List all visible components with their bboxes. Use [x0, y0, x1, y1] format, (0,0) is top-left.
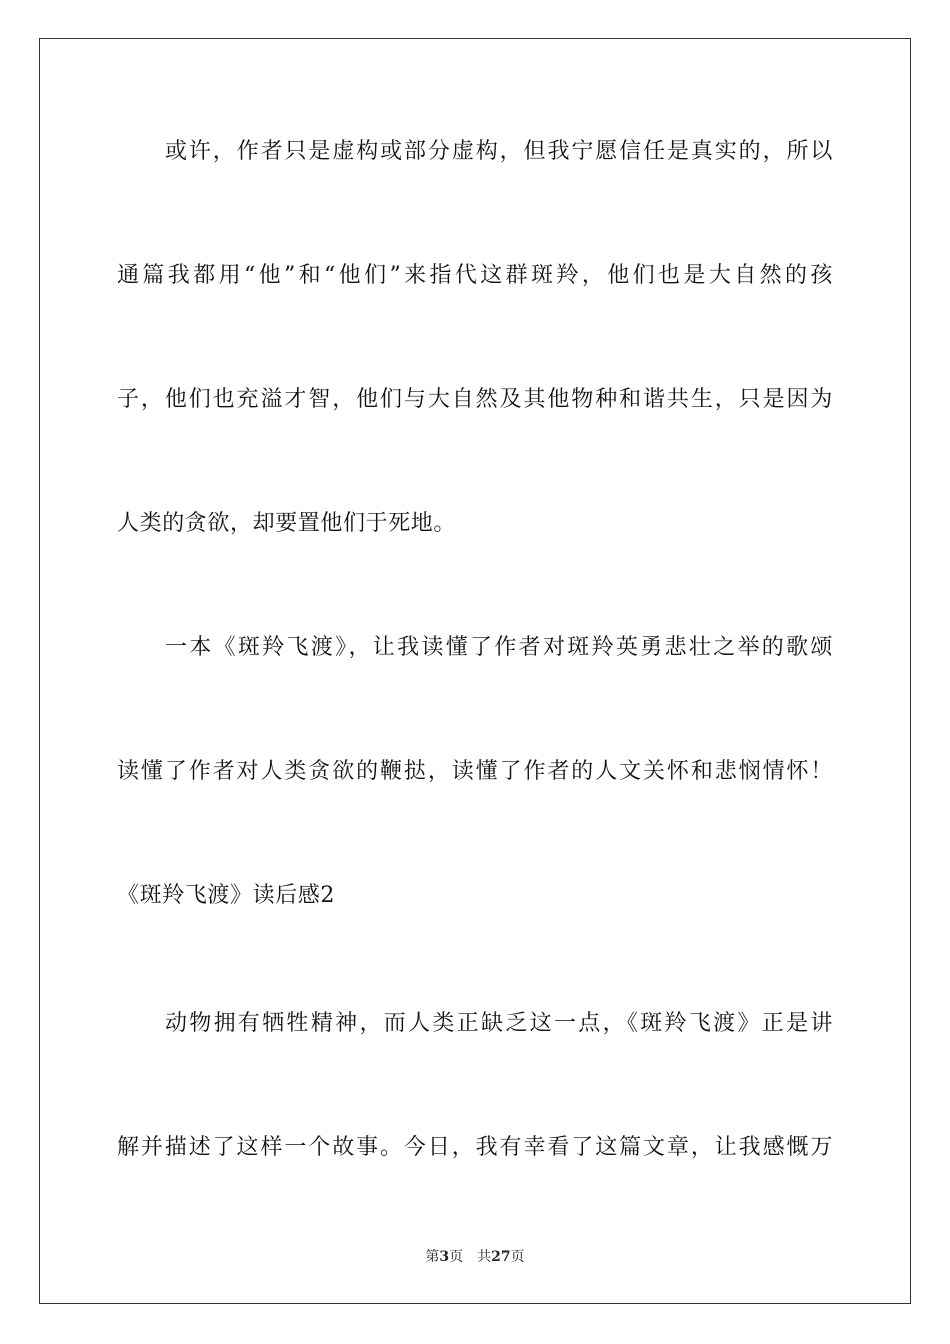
section-heading: 《斑羚飞渡》读后感2	[117, 883, 335, 908]
text-line: 通篇我都用“他”和“他们”来指代这群斑羚，他们也是大自然的孩	[117, 263, 833, 288]
text-line: 动物拥有牺牲精神，而人类正缺乏这一点，《斑羚飞渡》正是讲	[165, 1011, 833, 1036]
page-current: 3	[439, 1249, 450, 1265]
page-border	[39, 38, 911, 1304]
text-line: 人类的贪欲，却要置他们于死地。	[117, 511, 457, 536]
page-total: 27	[491, 1249, 511, 1265]
text-line: 或许，作者只是虚构或部分虚构，但我宁愿信任是真实的，所以	[165, 139, 833, 164]
total-prefix: 共	[477, 1249, 492, 1265]
text-line: 读懂了作者对人类贪欲的鞭挞，读懂了作者的人文关怀和悲悯情怀！	[117, 759, 833, 784]
text-line: 一本《斑羚飞渡》，让我读懂了作者对斑羚英勇悲壮之举的歌颂	[165, 635, 833, 660]
page-prefix: 第	[425, 1249, 440, 1265]
page-footer	[0, 1248, 950, 1266]
page-suffix: 页	[449, 1249, 464, 1265]
text-line: 子，他们也充溢才智，他们与大自然及其他物种和谐共生，只是因为	[117, 387, 833, 412]
text-line: 解并描述了这样一个故事。今日，我有幸看了这篇文章，让我感慨万	[117, 1135, 833, 1160]
total-suffix: 页	[510, 1249, 525, 1265]
